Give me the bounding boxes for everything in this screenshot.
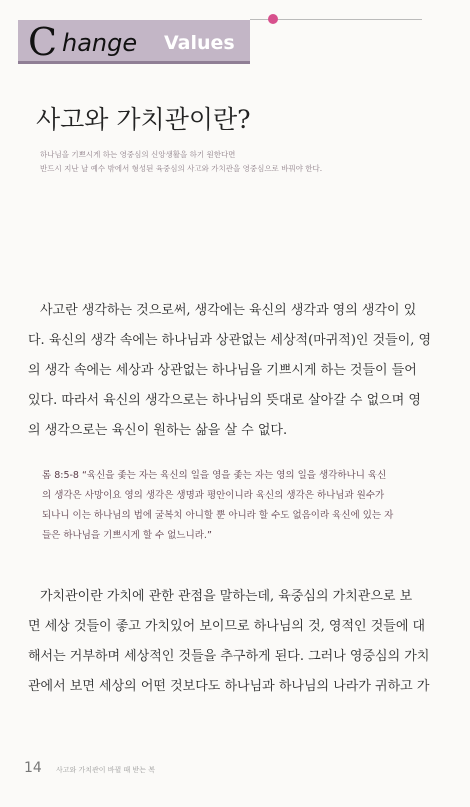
banner-word-values: Values <box>164 32 235 54</box>
quote-line: 롬 8:5-8 “육신을 좇는 자는 육신의 일을 영을 좇는 자는 영의 일을 생각하나니 육신 <box>42 470 387 481</box>
paragraph-line: 사고란 생각하는 것으로써, 생각에는 육신의 생각과 영의 생각이 있 <box>40 303 417 318</box>
body-paragraph-values <box>28 582 444 702</box>
paragraph-line: 의 생각으로는 육신이 원하는 삶을 살 수 없다. <box>28 423 288 438</box>
page-title: 사고와 가치관이란? <box>36 105 251 134</box>
section-banner <box>18 20 250 64</box>
scripture-quote <box>42 466 442 546</box>
paragraph-line: 있다. 따라서 육신의 생각으로는 하나님의 뜻대로 살아갈 수 없으며 영 <box>28 393 421 408</box>
banner-word-change: hange <box>62 29 138 57</box>
paragraph-line: 다. 육신의 생각 속에는 하나님과 상관없는 세상적(마귀적)인 것들이, 영 <box>28 333 432 348</box>
paragraph-line: 가치관이란 가치에 관한 관점을 말하는데, 육중심의 가치관으로 보 <box>40 589 413 604</box>
paragraph-line: 면 세상 것들이 좋고 가치있어 보이므로 하나님의 것, 영적인 것들에 대 <box>28 619 426 634</box>
paragraph-line: 의 생각 속에는 세상과 상관없는 하나님을 기쁘시게 하는 것들이 들어 <box>28 363 417 378</box>
running-footer: 사고와 가치관이 바뀔 때 받는 복 <box>56 766 156 774</box>
paragraph-line: 해서는 거부하며 세상적인 것들을 추구하게 된다. 그러나 영중심의 가치 <box>28 649 430 664</box>
quote-line: 들은 하나님을 기쁘시게 할 수 없느니라.” <box>42 530 212 541</box>
intro-text <box>40 148 440 176</box>
intro-line: 하나님을 기쁘시게 하는 영중심의 신앙생활을 하기 원한다면 <box>40 150 236 159</box>
intro-line: 반드시 지난 날 예수 밖에서 형성된 육중심의 사고와 가치관을 영중심으로 바꿔야 한다. <box>40 164 323 173</box>
quote-line: 의 생각은 사망이요 영의 생각은 생명과 평안이니라 육신의 생각은 하나님과 원수가 <box>42 490 385 501</box>
paragraph-line: 관에서 보면 세상의 어떤 것보다도 하나님과 하나님의 나라가 귀하고 가 <box>28 679 430 694</box>
accent-dot <box>268 14 278 24</box>
page-number: 14 <box>24 760 42 776</box>
banner-initial: C <box>28 20 58 64</box>
quote-line: 되나니 이는 하나님의 법에 굴복치 아니할 뿐 아니라 할 수도 없음이라 육신에 있는 자 <box>42 510 394 521</box>
body-paragraph-thinking <box>28 296 444 446</box>
